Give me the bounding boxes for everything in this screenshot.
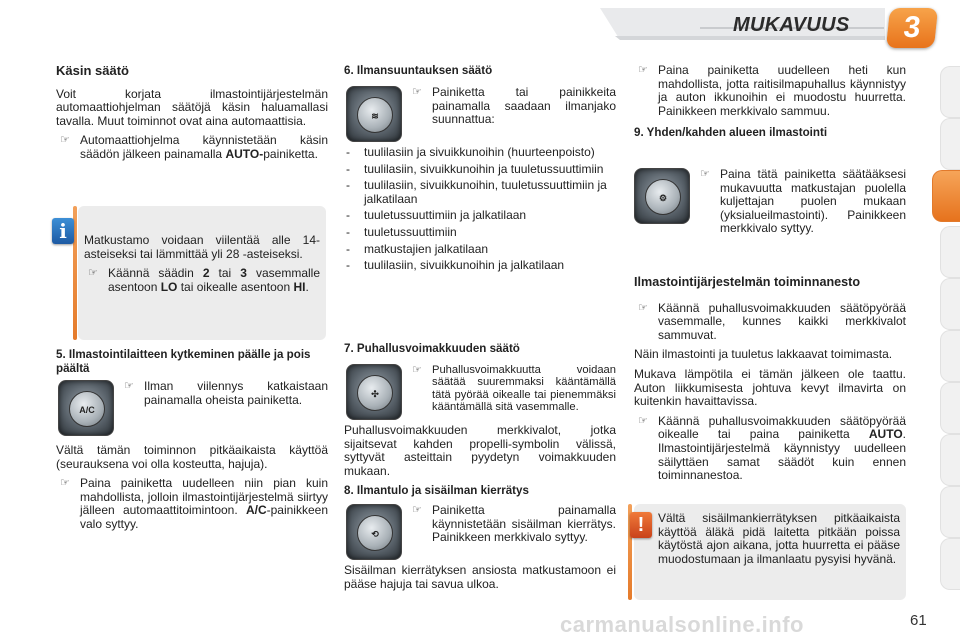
chapter-tab[interactable] bbox=[940, 434, 960, 486]
pointer-icon: ☞ bbox=[700, 168, 710, 180]
section-7-body bbox=[344, 424, 616, 484]
chapter-title: MUKAVUUS bbox=[733, 14, 850, 36]
section-5-title: 5. Ilmastointilaitteen kytkeminen päälle ja pois päältä bbox=[56, 348, 311, 375]
bullet-text: Painiketta tai painikkeita painamalla saadaan ilmanjako suunnattua: bbox=[432, 85, 616, 127]
section-7-title: 7. Puhallusvoimakkuuden säätö bbox=[344, 342, 520, 355]
info-box-content bbox=[84, 234, 320, 300]
bullet-text: Paina painiketta uudelleen heti kun mahdollista, jotta raitisilmapuhallus käynnistyy ja auton ikkunoihin ei muodostu huurretta. Painikkeen merkkivalo sammuu. bbox=[658, 63, 906, 118]
section-heading: Käsin säätö bbox=[56, 63, 129, 78]
chapter-tab[interactable] bbox=[940, 486, 960, 538]
ac-button-label: A/C bbox=[69, 391, 105, 427]
pointer-icon: ☞ bbox=[412, 364, 422, 376]
chapter-number-badge: 3 bbox=[886, 8, 938, 48]
pointer-icon: ☞ bbox=[638, 414, 648, 427]
section-8-title: 8. Ilmantulo ja sisäilman kierrätys bbox=[344, 484, 529, 497]
shutdown-paragraph-1: Näin ilmastointi ja tuuletus lakkaavat toimimasta. bbox=[634, 347, 893, 362]
section-5-body bbox=[56, 444, 328, 538]
section-9-bullet bbox=[696, 168, 906, 242]
bullet-text: Paina tätä painiketta säätääksesi mukavuutta matkustajan puolella kuljettajan puolen mukaan (yksialueilmastointi). Painikkeen merkkivalo syttyy. bbox=[720, 167, 906, 236]
list-item: - tuulilasiin ja sivuikkunoihin (huurteenpoisto) bbox=[346, 145, 595, 159]
section-7-paragraph: Puhallusvoimakkuuden merkkivalot, jotka sijaitsevat kahden propelli-symbolin välissä, syttyvät asteittain pyydetyn voimakkuuden mukaan. bbox=[344, 423, 616, 478]
warning-icon: ! bbox=[630, 512, 652, 538]
air-distribution-button-image bbox=[346, 86, 402, 142]
dual-zone-icon: ⚙ bbox=[645, 179, 681, 215]
chapter-tab[interactable] bbox=[940, 278, 960, 330]
chapter-tab[interactable] bbox=[940, 382, 960, 434]
bullet-text: Paina painiketta uudelleen niin pian kuin mahdollista, jolloin ilmastointijärjestelmä siirtyy jälleen automaattitoimintoon. A/C-painikkeen valo syttyy. bbox=[80, 476, 328, 531]
restart-bullet bbox=[634, 415, 906, 483]
list-item: - matkustajien jalkatilaan bbox=[346, 241, 489, 256]
watermark: carmanualsonline.info bbox=[560, 612, 804, 637]
info-text: Matkustamo voidaan viilentää alle 14-asteiseksi tai lämmittää yli 28 -asteiseksi. bbox=[84, 233, 320, 261]
chapter-tab[interactable] bbox=[940, 538, 960, 590]
list-item: - tuuletussuuttimiin bbox=[346, 224, 457, 239]
dual-zone-button-image bbox=[634, 168, 690, 224]
section-9-title: 9. Yhden/kahden alueen ilmastointi bbox=[634, 126, 828, 140]
section-8-body bbox=[344, 564, 616, 597]
pointer-icon: ☞ bbox=[124, 380, 134, 392]
fan-icon: ✣ bbox=[357, 375, 393, 411]
section-5-paragraph: Vältä tämän toiminnon pitkäaikaista käyttöä (seurauksena voi olla kosteutta, hajuja). bbox=[56, 443, 328, 471]
shutdown-title: Ilmastointijärjestelmän toiminnanesto bbox=[634, 275, 861, 289]
pointer-icon: ☞ bbox=[638, 64, 648, 76]
chapter-tab[interactable] bbox=[940, 66, 960, 118]
chapter-tab[interactable] bbox=[940, 118, 960, 170]
recirculation-icon: ⟲ bbox=[357, 515, 393, 551]
bullet-text: Ilman viilennys katkaistaan painamalla oheista painiketta. bbox=[144, 379, 328, 407]
column-1 bbox=[56, 64, 328, 168]
section-7-title-wrap bbox=[344, 342, 616, 364]
section-5-bullet bbox=[120, 380, 328, 413]
list-item: - tuulilasiin, sivuikkunoihin ja jalkatilaan bbox=[346, 258, 565, 273]
list-item: - tuuletussuuttimiin ja jalkatilaan bbox=[346, 208, 527, 223]
shutdown-paragraph-2: Mukava lämpötila ei tämän jälkeen ole taattu. Auton liikkumisesta johtuva kevyt ilmavirta on kuitenkin havaittavissa. bbox=[634, 366, 906, 409]
pointer-icon: ☞ bbox=[60, 477, 70, 490]
pointer-icon: ☞ bbox=[412, 504, 422, 516]
shutdown-bullet bbox=[634, 302, 906, 343]
air-distribution-icon: ≋ bbox=[357, 97, 393, 133]
pointer-icon: ☞ bbox=[60, 134, 70, 147]
section-6-bullet bbox=[408, 86, 616, 133]
bullet-text: Käännä puhallusvoimakkuuden säätöpyörää vasemmalle, kunnes kaikki merkkivalot sammuvat. bbox=[658, 300, 906, 342]
recirculation-off-bullet bbox=[634, 64, 906, 118]
list-item: - tuulilasiin, sivuikkunoihin ja tuuletussuuttimiin bbox=[346, 161, 604, 176]
info-bullet bbox=[84, 267, 320, 294]
recirculation-button-image bbox=[346, 504, 402, 560]
section-7-bullet bbox=[408, 364, 616, 420]
list-item: - tuulilasiin, sivuikkunoihin, tuuletussuuttimiin ja jalkatilaan bbox=[346, 178, 607, 206]
pointer-icon: ☞ bbox=[88, 267, 98, 280]
intro-paragraph: Voit korjata ilmastointijärjestelmän automaattiohjelman säätöjä käsin haluamallasi tavalla. Muut toiminnot ovat aina automaattisia. bbox=[56, 86, 328, 128]
bullet-text: Käännä säädin 2 tai 3 vasemmalle asentoon LO tai oikealle asentoon HI. bbox=[108, 266, 320, 294]
section-6-title-wrap bbox=[344, 64, 616, 86]
info-icon: i bbox=[52, 218, 74, 244]
air-distribution-list bbox=[344, 146, 616, 276]
column-3-top bbox=[634, 64, 906, 148]
chapter-tab[interactable] bbox=[940, 226, 960, 278]
bullet-text: Käännä puhallusvoimakkuuden säätöpyörää oikealle tai paina painiketta AUTO. Ilmastointijärjestelmä käynnistyy uudelleen säilyttäen samat säädöt kuin ennen toiminnanestoa. bbox=[658, 413, 906, 483]
bullet-text: Painiketta painamalla käynnistetään sisäilman kierrätys. Painikkeen merkkivalo syttyy. bbox=[432, 503, 616, 545]
section-8-paragraph: Sisäilman kierrätyksen ansiosta matkustamoon ei pääse hajuja tai savua ulkoa. bbox=[344, 563, 616, 591]
warning-text: Vältä sisäilmankierrätyksen pitkäaikaista käyttöä äläkä pidä laitetta pitkään poissa käytöstä ajon aikana, jotta huurretta ei pääse muodostumaan ja ilmanlaatu pysyisi hyvänä. bbox=[658, 511, 900, 566]
bullet-auto bbox=[56, 134, 328, 161]
warning-content bbox=[658, 512, 900, 572]
pointer-icon: ☞ bbox=[638, 301, 648, 314]
page-number: 61 bbox=[910, 612, 927, 629]
section-8-bullet bbox=[408, 504, 616, 551]
chapter-tab[interactable] bbox=[940, 330, 960, 382]
fan-speed-dial-image bbox=[346, 364, 402, 420]
pointer-icon: ☞ bbox=[412, 86, 422, 98]
shutdown-section bbox=[634, 276, 906, 489]
chapter-tab-active[interactable] bbox=[932, 170, 960, 222]
bullet-text: Puhallusvoimakkuutta voidaan säätää suuremmaksi kääntämällä tätä pyörää oikealle tai pienemmäksi kääntämällä sitä vasemmalle. bbox=[432, 364, 616, 414]
ac-button-image bbox=[58, 380, 114, 436]
section-5-bullet-2 bbox=[56, 477, 328, 531]
section-6-title: 6. Ilmansuuntauksen säätö bbox=[344, 64, 493, 77]
bullet-text: Automaattiohjelma käynnistetään käsin säädön jälkeen painamalla AUTO-painiketta. bbox=[80, 133, 328, 161]
